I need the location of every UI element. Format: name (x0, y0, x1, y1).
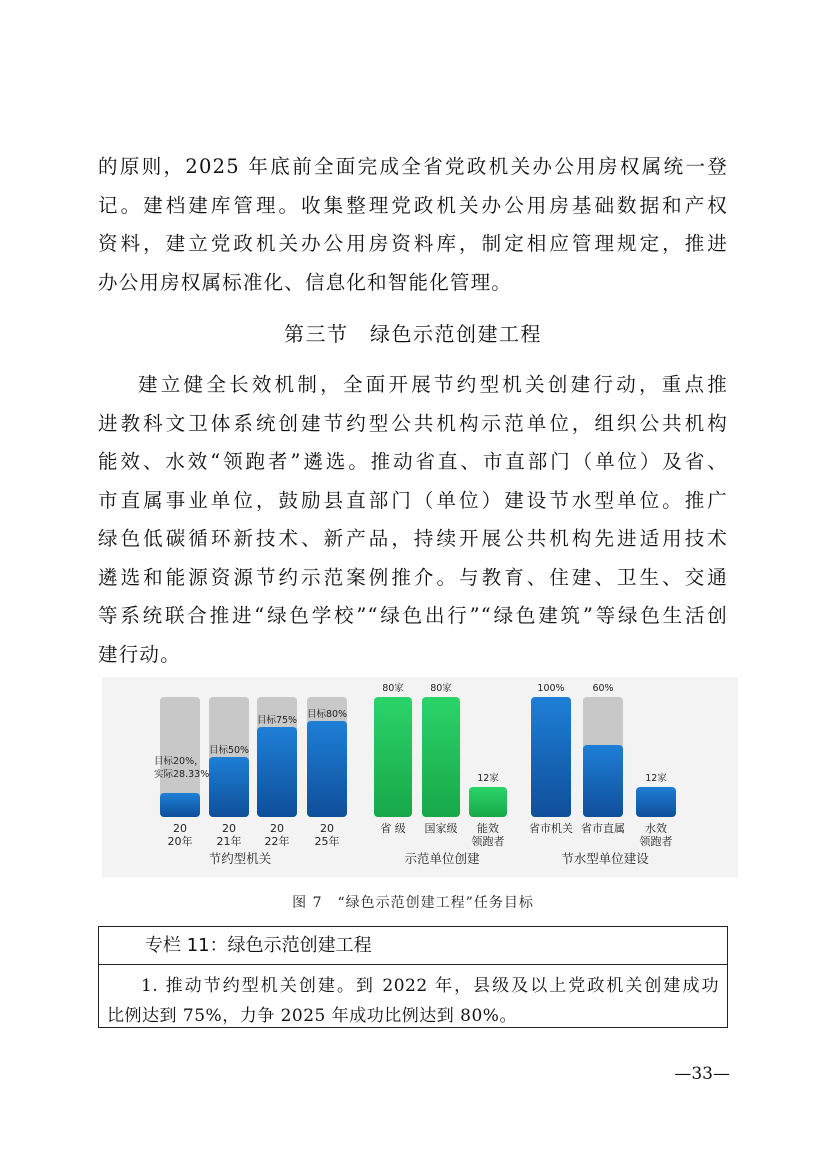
bar (209, 757, 249, 817)
bar (160, 793, 200, 817)
bar (374, 697, 412, 817)
bar-data-label: 实际28.33% (154, 769, 210, 780)
bar (636, 787, 676, 817)
text-line: 遴选和能源资源节约示范案例推介。与教育、住建、卫生、交通 (98, 565, 728, 589)
box-line: 比例达到 75%，力争 2025 年成功比例达到 80%。 (107, 1006, 517, 1026)
text-line: 绿色低碳循环新技术、新产品，持续开展公共机构先进适用技术 (98, 527, 728, 550)
category-label: 20 (173, 822, 187, 835)
chart-title: 示范单位创建 (404, 851, 480, 866)
text-line: 建立健全长效机制，全面开展节约型机关创建行动，重点推 (138, 373, 728, 396)
page-number: —33— (674, 1064, 730, 1084)
bar-data-label: 12家 (645, 773, 667, 784)
text-line: 能效、水效“领跑者”遴选。推动省直、市直部门（单位）及省、 (98, 450, 728, 473)
category-label: 20 (222, 822, 236, 835)
bar (257, 727, 297, 817)
text-line: 资料，建立党政机关办公用房资料库，制定相应管理规定，推进 (98, 232, 728, 255)
text-line: 建行动。 (98, 642, 181, 666)
figure-caption: 图 7 “绿色示范创建工程”任务目标 (292, 895, 534, 911)
chart-title: 节约型机关 (208, 851, 272, 866)
category-label: 省市直属 (581, 822, 625, 835)
bar-data-label: 100% (537, 683, 565, 694)
bar-data-label: 目标75% (256, 715, 298, 726)
paragraph-2 (98, 366, 728, 674)
task-target-figure (102, 677, 738, 877)
bar-data-label: 80家 (382, 683, 404, 694)
text-line: 记。建档建库管理。收集整理党政机关办公用房基础数据和产权 (98, 193, 728, 217)
section-heading: 第三节 绿色示范创建工程 (284, 322, 542, 346)
bar (531, 697, 571, 817)
bar-data-label: 80家 (430, 683, 452, 694)
bar-data-label: 60% (592, 683, 614, 694)
bar (583, 745, 623, 817)
category-label: 20 (320, 822, 334, 835)
category-label: 20年 (167, 835, 193, 848)
box-body (99, 965, 727, 1031)
category-label: 22年 (264, 835, 290, 848)
category-label: 省 级 (380, 822, 406, 835)
bar (422, 697, 460, 817)
paragraph-1 (98, 148, 728, 302)
category-label: 能效 (477, 822, 499, 835)
bar-data-label: 12家 (477, 773, 499, 784)
text-line: 的原则，2025 年底前全面完成全省党政机关办公用房权属统一登 (98, 155, 728, 178)
bar-data-label: 目标50% (208, 745, 250, 756)
category-label: 20 (270, 822, 284, 835)
category-label: 领跑者 (639, 835, 673, 848)
category-label: 省市机关 (529, 822, 573, 835)
category-label: 25年 (314, 835, 340, 848)
text-line: 进教科文卫体系统创建节约型公共机构示范单位，组织公共机构 (98, 411, 728, 435)
bar-data-label: 目标80% (306, 709, 348, 720)
box-title: 专栏 11：绿色示范创建工程 (99, 927, 727, 965)
category-label: 21年 (216, 835, 242, 848)
bar-data-label: 目标20%， (154, 756, 204, 767)
category-label: 水效 (645, 822, 667, 835)
bar (469, 787, 507, 817)
category-label: 领跑者 (471, 835, 505, 848)
bar-chart-group (102, 677, 738, 877)
text-line: 办公用房权属标准化、信息化和智能化管理。 (98, 270, 513, 294)
chart-title: 节水型单位建设 (561, 851, 649, 866)
bar (307, 721, 347, 817)
column-box (98, 926, 728, 1028)
text-line: 等系统联合推进“绿色学校”“绿色出行”“绿色建筑”等绿色生活创 (98, 604, 728, 627)
category-label: 国家级 (424, 822, 458, 835)
box-line: 1. 推动节约型机关创建。到 2022 年，县级及以上党政机关创建成功 (141, 976, 719, 996)
text-line: 市直属事业单位，鼓励县直部门（单位）建设节水型单位。推广 (98, 488, 728, 512)
